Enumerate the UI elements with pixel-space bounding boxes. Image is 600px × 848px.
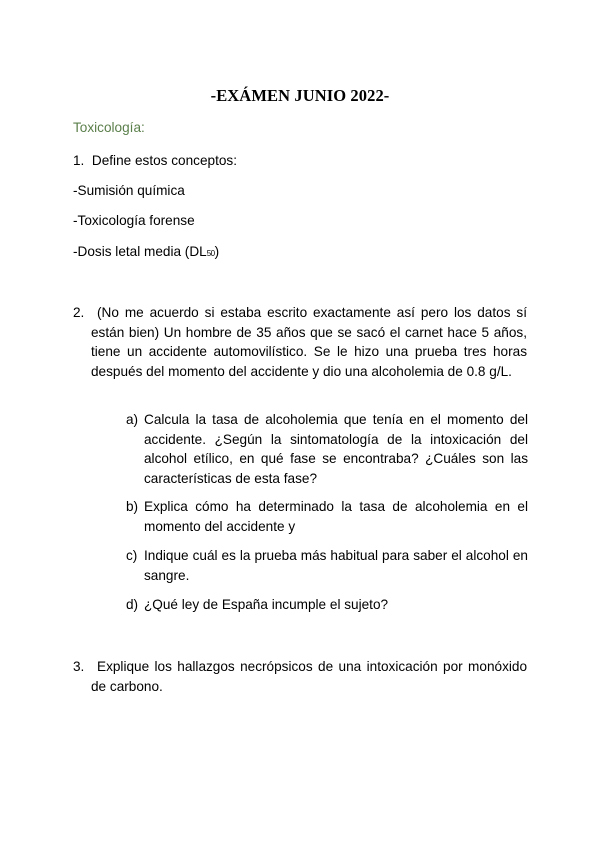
- section-heading: Toxicología:: [73, 120, 145, 135]
- concept-item: [73, 242, 219, 263]
- question-3-text: Explique los hallazgos necrópsicos de una intoxicación por monóxido de carbono.: [91, 659, 527, 694]
- concept-item: -Toxicología forense: [73, 213, 195, 228]
- question-2-text: (No me acuerdo si estaba escrito exactamente así pero los datos sí están bien) Un hombre de 35 años que se sacó el carnet hace 5 años, tiene un accidente automovilístico. Se le hizo una prueba tres horas después del momento del accidente y dio una alcoholemia de 0.8 g/L.: [91, 305, 527, 379]
- exam-title: -EXÁMEN JUNIO 2022-: [210, 86, 390, 105]
- question-1: [73, 151, 237, 170]
- concept-item-text: -Dosis letal media (DL: [73, 244, 207, 259]
- question-number: 2.: [73, 305, 85, 320]
- subquestion-letter: a): [126, 412, 139, 427]
- subquestion-text: Indique cuál es la prueba más habitual para saber el alcohol en sangre.: [144, 548, 528, 583]
- subquestion-letter: b): [126, 499, 139, 514]
- question-number: 3.: [73, 659, 85, 674]
- subquestion-letter: c): [126, 548, 138, 563]
- subquestion-text: Explica cómo ha determinado la tasa de alcoholemia en el momento del accidente y: [144, 499, 528, 534]
- question-number: 1.: [73, 153, 85, 168]
- subquestion-text: Calcula la tasa de alcoholemia que tenía en el momento del accidente. ¿Según la sintomatología de la intoxicación del alcohol etílico, en qué fase se encontraba? ¿Cuáles son las características de esta fase?: [144, 412, 528, 486]
- subquestion-text: ¿Qué ley de España incumple el sujeto?: [144, 597, 389, 612]
- concept-item: -Sumisión química: [73, 183, 185, 198]
- subscript-50: 50: [206, 249, 215, 258]
- subquestion-letter: d): [126, 597, 139, 612]
- concept-item-close: ): [214, 244, 220, 259]
- question-text: Define estos conceptos:: [91, 153, 237, 168]
